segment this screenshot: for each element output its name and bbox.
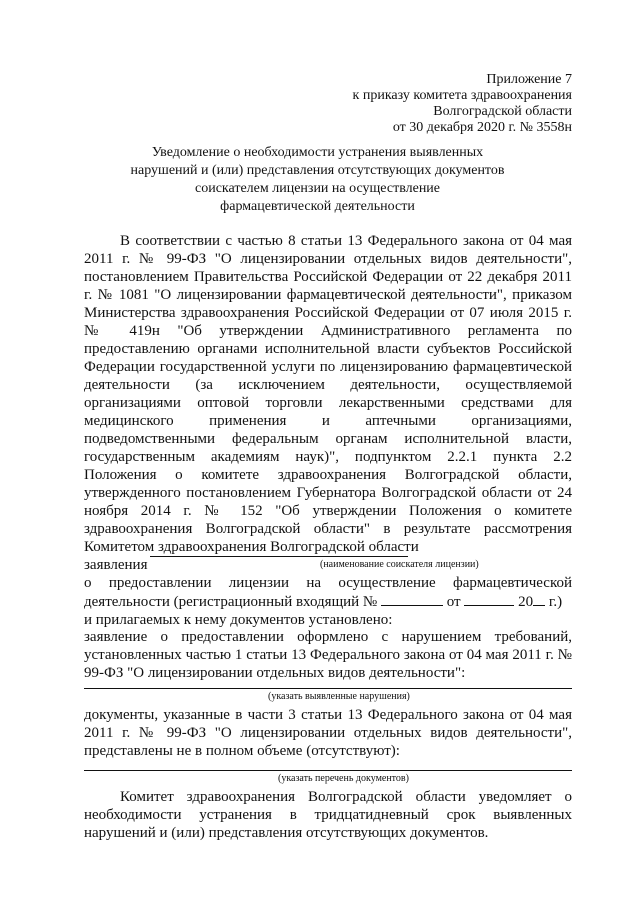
- application-word: заявления: [84, 557, 148, 573]
- title-line-4: фармацевтической деятельности: [220, 199, 415, 214]
- title-line-3: соискателем лицензии на осуществление: [194, 181, 441, 196]
- application-text-5: и прилагаемых к нему документов установлено:: [84, 612, 393, 628]
- registration-year-blank: [533, 592, 545, 606]
- documents-text: документы, указанные в части 3 статьи 13 Федерального закона от 04 мая 2011 г. № 99-ФЗ "О лицензировании отдельных видов деятельности", представлены не в полном объеме (отсутствуют):: [84, 707, 572, 759]
- paragraph-notification: [84, 788, 572, 842]
- applicant-name-line: [150, 556, 408, 557]
- document-title: [95, 144, 540, 216]
- title-line-2: нарушений и (или) представления отсутствующих документов: [130, 163, 505, 178]
- application-text-2: от: [446, 594, 461, 610]
- registration-date-blank: [464, 592, 514, 606]
- application-text-4: г.): [548, 594, 563, 610]
- paragraph-legal-basis: [84, 232, 572, 574]
- caption-documents: (указать перечень документов): [278, 773, 409, 784]
- documents-line: [84, 770, 572, 771]
- attachment-header: [300, 72, 572, 136]
- paragraph-documents: [84, 706, 572, 760]
- registration-number-blank: [381, 592, 443, 606]
- legal-basis-text: В соответствии с частью 8 статьи 13 Федерального закона от 04 мая 2011 г. № 99-ФЗ "О лицензировании отдельных видов деятельности", постановлением Правительства Российской Федерации от 22 декабря 2011 г. № 1081 "О лицензировании фармацевтической деятельности", приказом Министерства здравоохранения Российской Федерации от 07 июля 2015 г. № 419н "Об утверждении Административного регламента по предоставлению органами исполнительной власти субъектов Российской Федерации государственной услуги по лицензированию фармацевтической деятельности (за исключением деятельности, осуществляемой организациями оптовой торговли лекарственными средствами для медицинского применения и аптечными организациями, подведомственными федеральным органам исполнительной власти, государственным академиям наук)", подпунктом 2.2.1 пункта 2.2 Положения о комитете здравоохранения Волгоградской области, утвержденного постановлением Губернатора Волгоградской области от 24 ноября 2014 г. № 152 "Об утверждении Положения о комитете здравоохранения Волгоградской области" в результате рассмотрения Комитетом здравоохранения Волгоградской области: [84, 233, 572, 555]
- attachment-line-4: от 30 декабря 2020 г. № 3558н: [392, 120, 572, 135]
- application-text-3: 20: [518, 594, 534, 610]
- attachment-line-1: Приложение 7: [486, 72, 572, 87]
- caption-violations: (указать выявленные нарушения): [268, 691, 410, 702]
- attachment-line-3: Волгоградской области: [433, 104, 572, 119]
- caption-applicant: (наименование соискателя лицензии): [320, 559, 479, 570]
- title-line-1: Уведомление о необходимости устранения выявленных: [151, 145, 484, 160]
- application-text-1: о предоставлении лицензии на осуществление фармацевтической деятельности (регистрационный входящий №: [84, 575, 572, 610]
- attachment-line-2: к приказу комитета здравоохранения: [352, 88, 572, 103]
- violations-line: [84, 688, 572, 689]
- notification-text: Комитет здравоохранения Волгоградской области уведомляет о необходимости устранения в тридцатидневный срок выявленных нарушений и (или) представления отсутствующих документов.: [84, 789, 572, 841]
- paragraph-violations: [84, 628, 572, 682]
- paragraph-application: [84, 574, 572, 629]
- violations-text: заявление о предоставлении оформлено с нарушением требований, установленных частью 1 статьи 13 Федерального закона от 04 мая 2011 г. № 99-ФЗ "О лицензировании отдельных видов деятельности":: [84, 629, 572, 681]
